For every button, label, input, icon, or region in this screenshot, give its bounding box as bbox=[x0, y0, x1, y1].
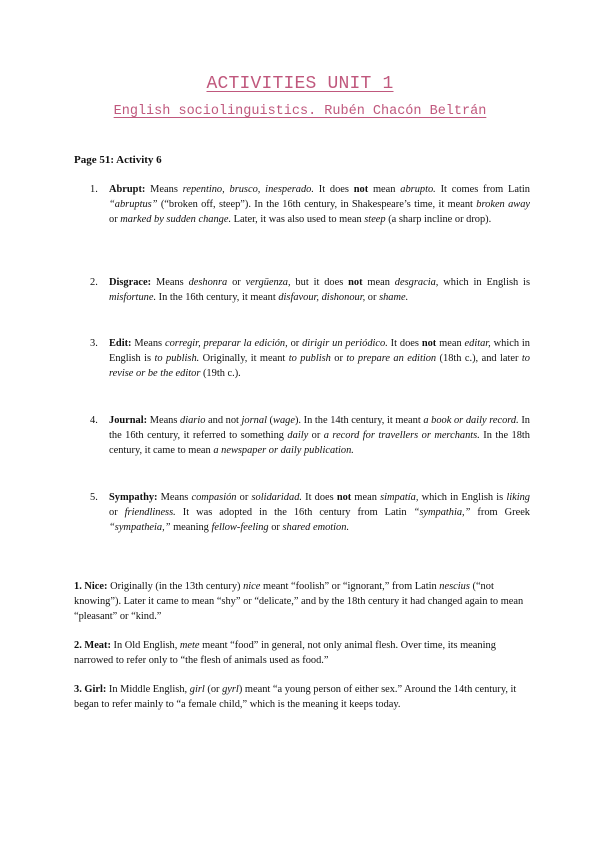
text-run: Means bbox=[157, 492, 192, 503]
italic-text: mete bbox=[179, 640, 200, 651]
text-run: or bbox=[365, 292, 380, 304]
text-run: meaning bbox=[170, 522, 212, 534]
italic-text: marked by sudden change. bbox=[120, 214, 232, 226]
list-item-disgrace bbox=[90, 275, 530, 305]
text-run: ( bbox=[266, 415, 274, 426]
italic-text: to publish. bbox=[154, 353, 200, 365]
bold-text: not bbox=[336, 492, 352, 503]
italic-text: liking bbox=[506, 492, 531, 503]
text-run: (18th c.), and later bbox=[436, 353, 522, 365]
italic-text: abrupto. bbox=[400, 184, 436, 195]
italic-text: to revise or be the editor bbox=[109, 353, 530, 380]
text-run: or bbox=[308, 430, 324, 442]
italic-text: shared emotion. bbox=[282, 522, 350, 534]
list-text bbox=[109, 182, 530, 228]
text-run: (“not knowing”). Later it came to mean “shy” or “delicate,” and by the 18th century it had changed again to mean “pleasant” or “kind.” bbox=[74, 581, 524, 623]
bold-text: 2. Meat: bbox=[74, 640, 111, 651]
italic-text: deshonra bbox=[188, 277, 228, 288]
text-run: ). In the 14th century, it meant bbox=[294, 415, 424, 426]
italic-text: to publish bbox=[288, 353, 331, 365]
text-run: In the 16th century, it meant bbox=[156, 292, 279, 304]
bold-text: Disgrace: bbox=[109, 277, 152, 288]
text-run: ) meant “a young person of either sex.” Around the 14th century, it began to refer mainly to “a female child,” which is the meaning it keeps today. bbox=[74, 684, 517, 711]
italic-text: repentino, brusco, inesperado. bbox=[182, 184, 314, 195]
italic-text: “sympathia,” bbox=[413, 507, 471, 519]
text-run: In Middle English, bbox=[106, 684, 190, 695]
list-number: 4. bbox=[90, 415, 98, 426]
text-run: mean bbox=[362, 277, 395, 288]
note-nice bbox=[74, 579, 534, 625]
text-run: meant “foolish” or “ignorant,” from Latin bbox=[260, 581, 440, 592]
italic-text: to prepare an edition bbox=[346, 353, 437, 365]
page-title: ACTIVITIES UNIT 1 bbox=[206, 74, 394, 94]
text-run: It does bbox=[387, 338, 422, 349]
italic-text: diario bbox=[180, 415, 206, 426]
italic-text: a newspaper or daily publication. bbox=[213, 445, 354, 457]
italic-text: dirigir un periódico. bbox=[302, 338, 388, 349]
italic-text: a book or daily record. bbox=[423, 415, 519, 426]
text-run: from Greek bbox=[470, 507, 530, 519]
bold-text: not bbox=[421, 338, 437, 349]
list-item-journal bbox=[90, 413, 530, 459]
text-run: Means bbox=[145, 184, 183, 195]
text-run: which in English is bbox=[109, 338, 531, 365]
bold-text: Sympathy: bbox=[109, 492, 158, 503]
italic-text: simpatía, bbox=[380, 492, 419, 503]
italic-text: girl bbox=[189, 684, 205, 695]
italic-text: desgracia, bbox=[394, 277, 439, 288]
italic-text: corregir, preparar la edición, bbox=[164, 338, 288, 349]
list-item-edit bbox=[90, 336, 530, 382]
text-run: but it does bbox=[290, 277, 349, 288]
list-text bbox=[109, 275, 530, 305]
text-run: Originally (in the 13th century) bbox=[107, 581, 244, 592]
text-run: In Old English, bbox=[110, 640, 180, 651]
text-run: It does bbox=[313, 184, 354, 195]
text-run: In the 16th century, it referred to something bbox=[109, 415, 530, 442]
italic-text: misfortune. bbox=[109, 292, 157, 304]
italic-text: daily bbox=[287, 430, 309, 442]
text-run: Later, it was also used to mean bbox=[231, 214, 365, 226]
italic-text: nice bbox=[243, 581, 261, 592]
bold-text: 3. Girl: bbox=[74, 684, 107, 695]
text-run: which in English is bbox=[418, 492, 507, 503]
italic-text: editar, bbox=[464, 338, 491, 349]
text-run: It was adopted in the 16th century from Latin bbox=[175, 507, 414, 519]
text-run: meant “food” in general, not only animal flesh. Over time, its meaning narrowed to refer only to “the flesh of animals used as food.” bbox=[74, 640, 496, 667]
list-number: 2. bbox=[90, 277, 98, 288]
bold-text: not bbox=[353, 184, 369, 195]
italic-text: steep bbox=[364, 214, 386, 226]
italic-text: nescius bbox=[439, 581, 470, 592]
italic-text: vergüenza, bbox=[245, 277, 291, 288]
bold-text: Edit: bbox=[109, 338, 132, 349]
text-run: and not bbox=[205, 415, 242, 426]
italic-text: jornal bbox=[241, 415, 267, 426]
section-heading: Page 51: Activity 6 bbox=[74, 154, 162, 166]
list-text bbox=[109, 413, 530, 459]
italic-text: broken away bbox=[476, 199, 531, 211]
italic-text: gyrl bbox=[222, 684, 239, 695]
bold-text: not bbox=[348, 277, 363, 288]
italic-text: wage bbox=[273, 415, 295, 426]
bold-text: 1. Nice: bbox=[74, 581, 108, 592]
text-run: Means bbox=[147, 415, 181, 426]
italic-text: “sympatheia,” bbox=[109, 522, 171, 534]
text-run: mean bbox=[368, 184, 401, 195]
italic-text: friendliness. bbox=[124, 507, 176, 519]
italic-text: fellow-feeling bbox=[211, 522, 269, 534]
text-run: which in English is bbox=[438, 277, 530, 288]
note-meat bbox=[74, 638, 534, 668]
italic-text: a record for travellers or merchants. bbox=[323, 430, 480, 442]
text-run: or bbox=[268, 522, 283, 534]
text-run: Originally, it meant bbox=[199, 353, 289, 365]
text-run: or bbox=[227, 277, 246, 288]
list-text bbox=[109, 336, 530, 382]
italic-text: disfavour, dishonour, bbox=[278, 292, 366, 304]
bold-text: Abrupt: bbox=[109, 184, 146, 195]
text-run: mean bbox=[436, 338, 465, 349]
text-run: or bbox=[236, 492, 252, 503]
text-run: or bbox=[109, 507, 125, 519]
text-run: (“broken off, steep”). In the 16th century, in Shakespeare’s time, it meant bbox=[157, 199, 477, 211]
text-run: In the 18th century, it came to mean bbox=[109, 430, 530, 457]
text-run: (a sharp incline or drop). bbox=[385, 214, 492, 226]
text-run: or bbox=[330, 353, 347, 365]
list-text bbox=[109, 490, 530, 536]
list-number: 1. bbox=[90, 184, 98, 195]
italic-text: compasión bbox=[191, 492, 237, 503]
list-number: 5. bbox=[90, 492, 98, 503]
text-run: or bbox=[287, 338, 303, 349]
list-item-abrupt bbox=[90, 182, 530, 228]
text-run: (19th c.). bbox=[200, 368, 241, 380]
list-item-sympathy bbox=[90, 490, 530, 536]
page-subtitle: English sociolinguistics. Rubén Chacón Beltrán bbox=[113, 104, 487, 119]
text-run: (or bbox=[204, 684, 223, 695]
text-run: or bbox=[109, 214, 121, 226]
italic-text: shame. bbox=[379, 292, 409, 304]
bold-text: Journal: bbox=[109, 415, 148, 426]
text-run: It comes from Latin bbox=[435, 184, 530, 195]
text-run: mean bbox=[351, 492, 381, 503]
note-girl bbox=[74, 682, 534, 712]
italic-text: solidaridad. bbox=[251, 492, 302, 503]
text-run: It does bbox=[302, 492, 337, 503]
text-run: Means bbox=[151, 277, 189, 288]
list-number: 3. bbox=[90, 338, 98, 349]
text-run: Means bbox=[131, 338, 165, 349]
italic-text: “abruptus” bbox=[109, 199, 158, 211]
